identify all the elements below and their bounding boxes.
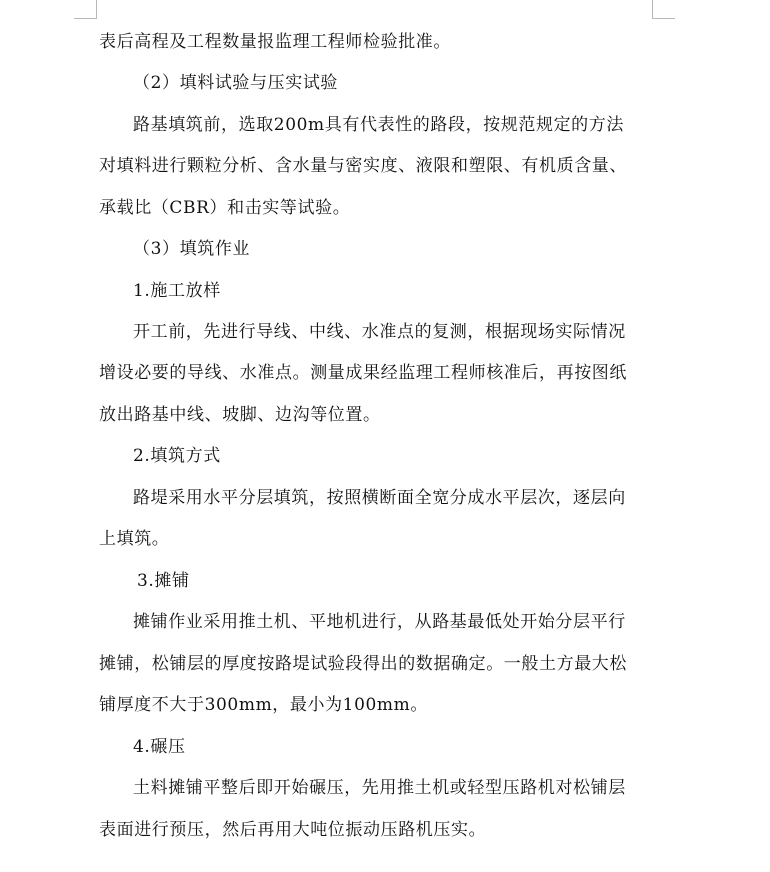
section-heading-fill-operation: （3）填筑作业 [133,239,251,259]
paragraph-line-12: 路堤采用水平分层填筑，按照横断面全宽分成水平层次，逐层向 [133,488,626,508]
paragraph-line-13: 上填筑。 [99,529,170,549]
crop-mark-right-vertical [652,0,653,18]
subheading-4: 4.碾压 [133,737,186,757]
paragraph-line-5: 承载比（CBR）和击实等试验。 [99,198,351,218]
subheading-2: 2.填筑方式 [133,446,221,466]
section-heading-fill-test: （2）填料试验与压实试验 [133,73,339,93]
paragraph-line-17: 铺厚度不大于300mm，最小为100mm。 [99,695,428,715]
paragraph-line-20: 表面进行预压，然后再用大吨位振动压路机压实。 [99,820,487,840]
paragraph-line-19: 土料摊铺平整后即开始碾压，先用推土机或轻型压路机对松铺层 [133,778,626,798]
text-line-1: 表后高程及工程数量报监理工程师检验批准。 [99,32,451,52]
subheading-3: 3.摊铺 [137,571,190,591]
crop-mark-left-vertical [96,0,97,18]
paragraph-line-15: 摊铺作业采用推土机、平地机进行，从路基最低处开始分层平行 [133,612,626,632]
paragraph-line-3: 路基填筑前，选取200m具有代表性的路段，按规范规定的方法 [133,115,624,135]
crop-mark-left-horizontal [74,18,97,19]
crop-mark-right-horizontal [652,18,675,19]
paragraph-line-4: 对填料进行颗粒分析、含水量与密实度、液限和塑限、有机质含量、 [99,156,627,176]
paragraph-line-16: 摊铺，松铺层的厚度按路堤试验段得出的数据确定。一般土方最大松 [99,654,627,674]
paragraph-line-9: 增设必要的导线、水准点。测量成果经监理工程师核准后，再按图纸 [99,363,627,383]
subheading-1: 1.施工放样 [133,281,221,301]
paragraph-line-10: 放出路基中线、坡脚、边沟等位置。 [99,405,381,425]
paragraph-line-8: 开工前，先进行导线、中线、水准点的复测，根据现场实际情况 [133,322,626,342]
